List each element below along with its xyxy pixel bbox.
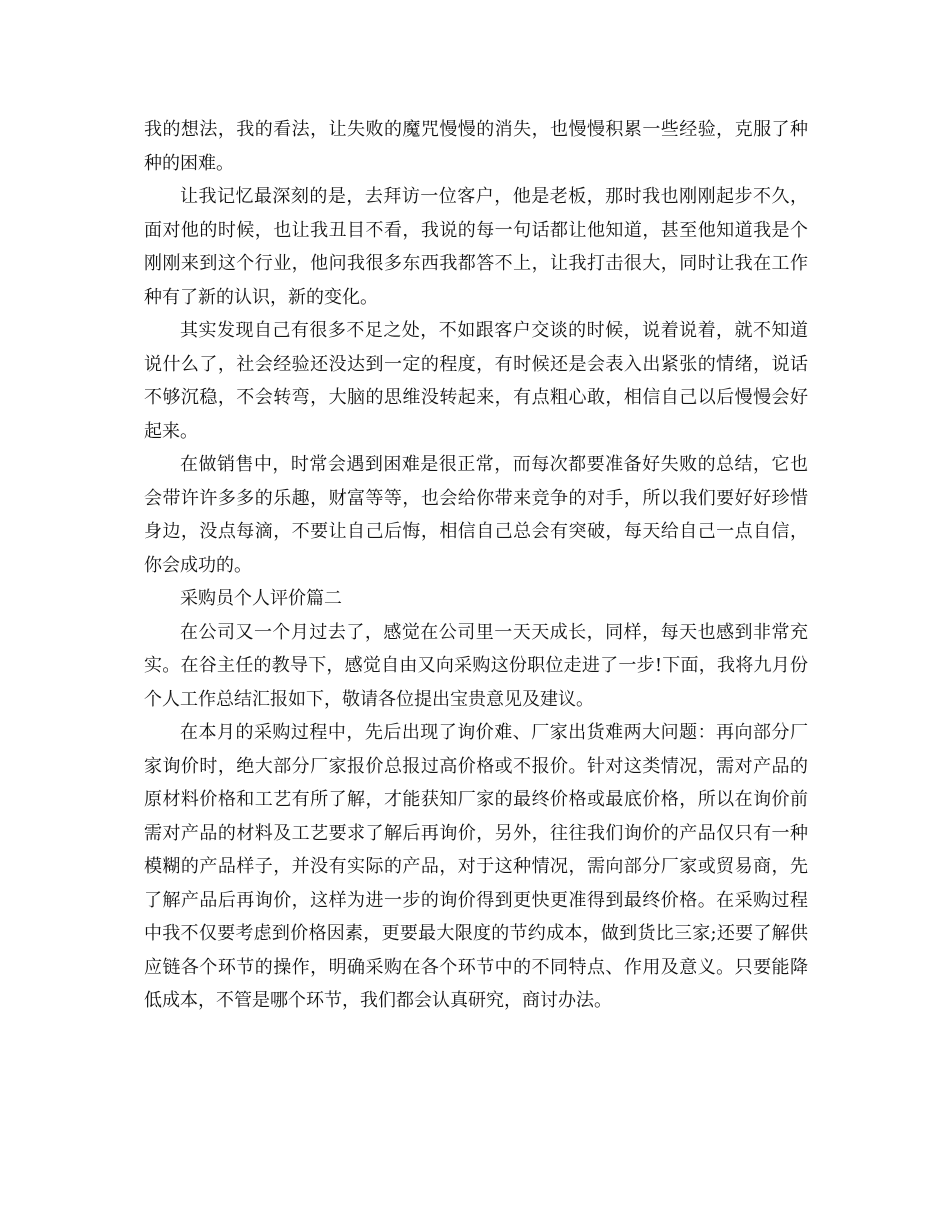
paragraph-client-visit: 让我记忆最深刻的是，去拜访一位客户，他是老板，那时我也刚刚起步不久，面对他的时候，也让我丑目不看，我说的每一句话都让他知道，甚至他知道我是个刚刚来到这个行业，他问我很多东西我都答不上，让我打击很大，同时让我在工作种有了新的认识，新的变化。 [144,186,808,308]
document-body [144,113,808,1018]
paragraph-shortcomings: 其实发现自己有很多不足之处，不如跟客户交谈的时候，说着说着，就不知道说什么了，社会经验还没达到一定的程度，有时候还是会表入出紧张的情绪，说话不够沉稳，不会转弯，大脑的思维没转起来，有点粗心敢，相信自己以后慢慢会好起来。 [144,320,808,442]
paragraph-monthly-summary: 在公司又一个月过去了，感觉在公司里一天天成长，同样，每天也感到非常充实。在谷主任的教导下，感觉自由又向采购这份职位走进了一步!下面，我将九月份个人工作总结汇报如下，敬请各位提出宝贵意见及建议。 [144,621,808,710]
section-heading: 采购员个人评价篇二 [180,588,342,609]
paragraph-continued: 我的想法，我的看法，让失败的魔咒慢慢的消失，也慢慢积累一些经验，克服了种种的困难。 [144,119,808,174]
paragraph-procurement-issues: 在本月的采购过程中，先后出现了询价难、厂家出货难两大问题：再向部分厂家询价时，绝大部分厂家报价总报过高价格或不报价。针对这类情况，需对产品的原材料价格和工艺有所了解，才能获知厂家的最终价格或最底价格，所以在询价前需对产品的材料及工艺要求了解后再询价，另外，往往我们询价的产品仅只有一种模糊的产品样子，并没有实际的产品，对于这种情况，需向部分厂家或贸易商，先了解产品后再询价，这样为进一步的询价得到更快更准得到最终价格。在采购过程中我不仅要考虑到价格因素，更要最大限度的节约成本，做到货比三家;还要了解供应链各个环节的操作，明确采购在各个环节中的不同特点、作用及意义。只要能降低成本，不管是哪个环节，我们都会认真研究，商讨办法。 [144,722,808,1011]
paragraph-sales-difficulties: 在做销售中，时常会遇到困难是很正常，而每次都要准备好失败的总结，它也会带许许多多的乐趣，财富等等，也会给你带来竞争的对手，所以我们要好好珍惜身边，没点每滴，不要让自己后悔，相信自己总会有突破，每天给自己一点自信，你会成功的。 [144,454,808,576]
